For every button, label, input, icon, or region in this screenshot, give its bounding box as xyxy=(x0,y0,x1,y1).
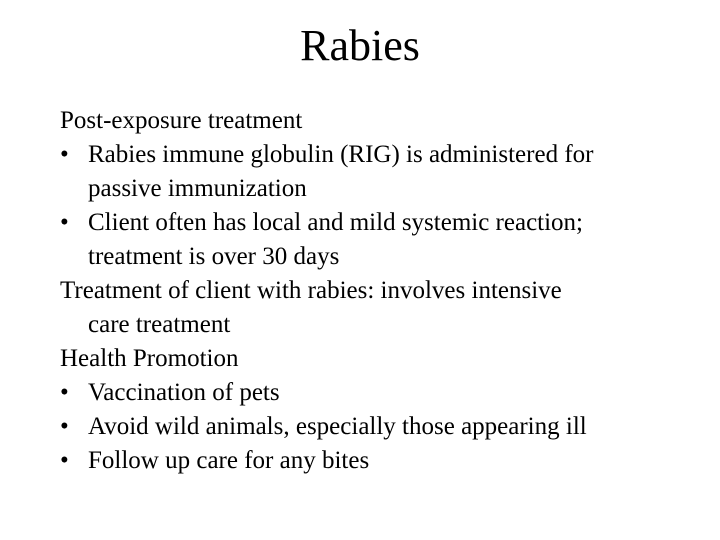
slide-title: Rabies xyxy=(300,21,420,70)
section-heading-treatment xyxy=(60,274,680,308)
section-heading-post-exposure xyxy=(60,104,680,138)
bullet-item-reaction xyxy=(60,206,680,240)
bullet-text: Client often has local and mild systemic reaction; xyxy=(88,209,584,236)
bullet-text: Avoid wild animals, especially those appearing ill xyxy=(88,413,587,440)
bullet-item-vaccination xyxy=(60,376,680,410)
bullet-icon: • xyxy=(60,413,69,440)
bullet-text: Vaccination of pets xyxy=(88,379,280,406)
bullet-item-rig-continuation xyxy=(60,172,680,206)
bullet-icon: • xyxy=(60,447,69,474)
line-text: Health Promotion xyxy=(60,345,239,372)
bullet-item-rig xyxy=(60,138,680,172)
line-text: Post-exposure treatment xyxy=(60,107,303,134)
bullet-text: Follow up care for any bites xyxy=(88,447,370,474)
bullet-item-reaction-continuation xyxy=(60,240,680,274)
bullet-icon: • xyxy=(60,141,69,168)
line-text: Treatment of client with rabies: involves intensive xyxy=(60,277,562,304)
section-heading-health-promotion xyxy=(60,342,680,376)
slide-body xyxy=(60,104,680,478)
bullet-text: passive immunization xyxy=(88,175,307,202)
bullet-text: Rabies immune globulin (RIG) is administered for xyxy=(88,141,594,168)
bullet-icon: • xyxy=(60,209,69,236)
bullet-item-follow-up xyxy=(60,444,680,478)
bullet-item-avoid-wild xyxy=(60,410,680,444)
section-heading-treatment-continuation xyxy=(60,308,680,342)
line-text: care treatment xyxy=(88,311,231,338)
bullet-icon: • xyxy=(60,379,69,406)
bullet-text: treatment is over 30 days xyxy=(88,243,340,270)
